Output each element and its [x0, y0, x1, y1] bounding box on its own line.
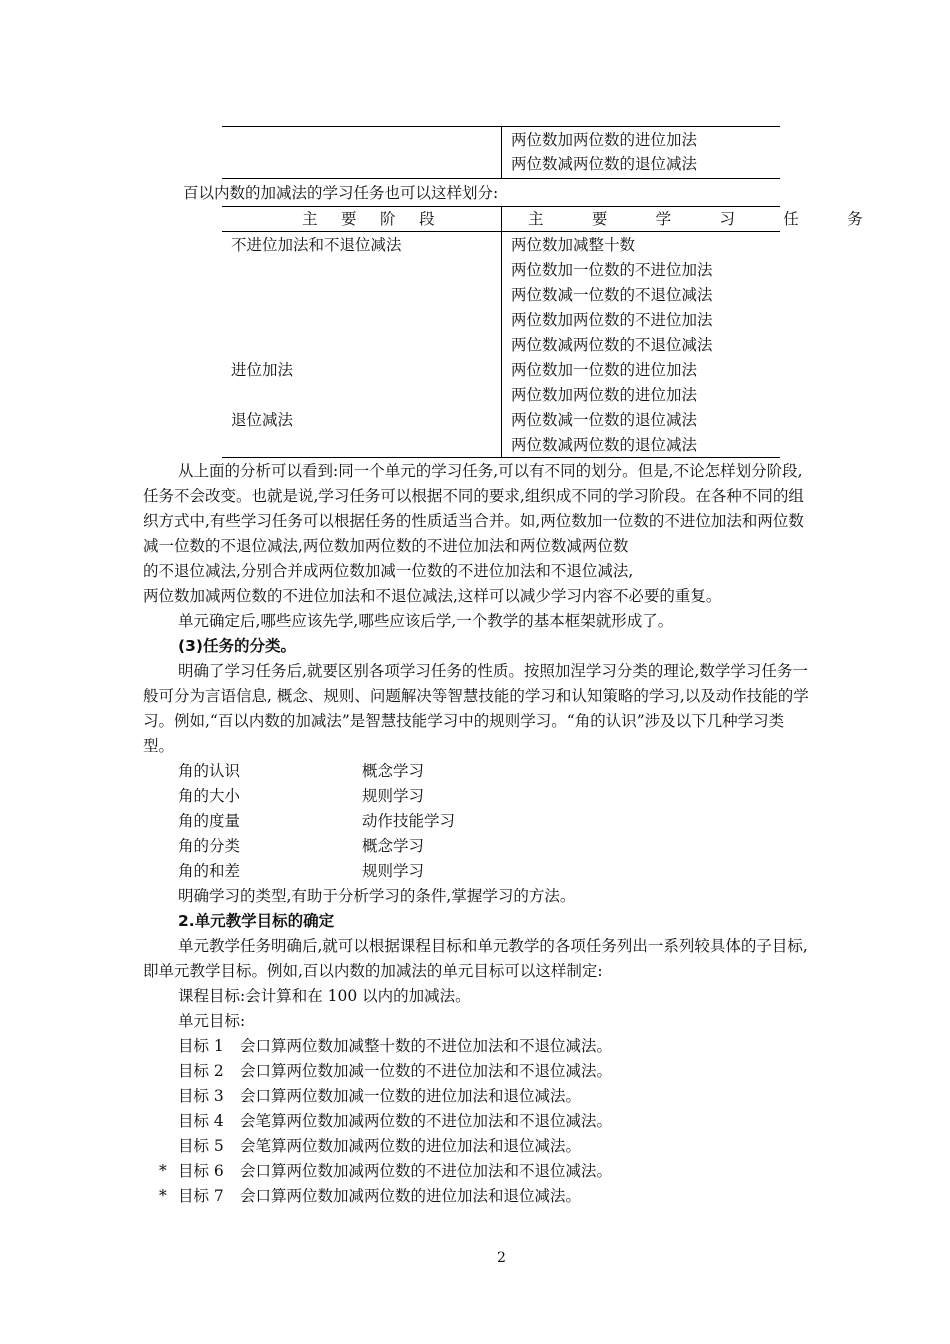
table2-task: 两位数减两位数的退位减法 — [511, 436, 698, 454]
table2-divider — [501, 206, 502, 457]
course-goal: 课程目标:会计算和在 100 以内的加减法。 — [178, 987, 471, 1005]
goal-label: 目标 3 — [178, 1087, 224, 1105]
paragraph-line: 减一位数的不退位减法,两位数加两位数的不进位加法和两位数减两位数 — [143, 537, 629, 555]
goal-text: 会口算两位数加减一位数的不进位加法和不退位减法。 — [240, 1062, 613, 1080]
paragraph-line: 型。 — [143, 737, 175, 755]
angle-type: 规则学习 — [362, 862, 425, 880]
unit-goal-label: 单元目标: — [178, 1012, 246, 1030]
table2-task: 两位数加减整十数 — [511, 236, 636, 254]
angle-type: 概念学习 — [362, 837, 425, 855]
table2-header-rule — [222, 231, 780, 232]
table2-task: 两位数加一位数的不进位加法 — [511, 261, 713, 279]
paragraph-line: 习。例如,“百以内数的加减法”是智慧技能学习中的规则学习。“角的认识”涉及以下几种学习类 — [143, 712, 785, 730]
table2-stage: 进位加法 — [231, 361, 294, 379]
angle-topic: 角的认识 — [178, 762, 241, 780]
table2-header-stage: 主 要 阶 段 — [302, 210, 444, 228]
angle-topic: 角的和差 — [178, 862, 241, 880]
table2-header-task: 主 要 学 习 任 务 — [528, 210, 885, 228]
paragraph-line: 单元教学任务明确后,就可以根据课程目标和单元教学的各项任务列出一系列较具体的子目标, — [178, 937, 808, 955]
table2-task: 两位数减一位数的不退位减法 — [511, 286, 713, 304]
table2-task: 两位数减两位数的不退位减法 — [511, 336, 713, 354]
goal-label: 目标 1 — [178, 1037, 224, 1055]
goal-label: 目标 5 — [178, 1137, 224, 1155]
table2-task: 两位数加两位数的不进位加法 — [511, 311, 713, 329]
angle-type: 规则学习 — [362, 787, 425, 805]
page-number: 2 — [497, 1250, 506, 1266]
paragraph-line: 两位数加减两位数的不进位加法和不退位减法,这样可以减少学习内容不必要的重复。 — [143, 587, 722, 605]
table2-stage: 退位减法 — [231, 411, 294, 429]
goal-label: 目标 6 — [178, 1162, 224, 1180]
paragraph-line: 明确学习的类型,有助于分析学习的条件,掌握学习的方法。 — [178, 887, 576, 905]
table2-task: 两位数加两位数的进位加法 — [511, 386, 698, 404]
goal-text: 会口算两位数加减一位数的进位加法和退位减法。 — [240, 1087, 582, 1105]
angle-topic: 角的分类 — [178, 837, 241, 855]
paragraph-line: 单元确定后,哪些应该先学,哪些应该后学,一个教学的基本框架就形成了。 — [178, 612, 674, 630]
angle-topic: 角的大小 — [178, 787, 241, 805]
table1-row: 两位数减两位数的退位减法 — [511, 155, 698, 173]
goal-text: 会笔算两位数加减两位数的进位加法和退位减法。 — [240, 1137, 582, 1155]
table1-bottom-rule — [222, 178, 780, 179]
table1-divider — [501, 126, 502, 178]
paragraph-line: 任务不会改变。也就是说,学习任务可以根据不同的要求,组织成不同的学习阶段。在各种不同的组 — [143, 487, 804, 505]
section-heading: (3)任务的分类。 — [178, 637, 296, 655]
goal-label: 目标 7 — [178, 1187, 224, 1205]
paragraph-line: 般可分为言语信息, 概念、规则、问题解决等智慧技能的学习和认知策略的学习,以及动作技能的学 — [143, 687, 809, 705]
goal-label: 目标 4 — [178, 1112, 224, 1130]
goal-label: 目标 2 — [178, 1062, 224, 1080]
table2-task: 两位数加一位数的进位加法 — [511, 361, 698, 379]
table2-bottom-rule — [222, 457, 780, 458]
goal-mark: * — [159, 1162, 167, 1180]
table1-row: 两位数加两位数的进位加法 — [511, 131, 698, 149]
paragraph-line: 从上面的分析可以看到:同一个单元的学习任务,可以有不同的划分。但是,不论怎样划分阶段, — [178, 462, 803, 480]
angle-type: 动作技能学习 — [362, 812, 456, 830]
paragraph-line: 明确了学习任务后,就要区别各项学习任务的性质。按照加涅学习分类的理论,数学学习任务一 — [178, 662, 808, 680]
angle-topic: 角的度量 — [178, 812, 241, 830]
goal-text: 会口算两位数加减整十数的不进位加法和不退位减法。 — [240, 1037, 613, 1055]
goal-mark: * — [159, 1187, 167, 1205]
table2-task: 两位数减一位数的退位减法 — [511, 411, 698, 429]
table2-stage: 不进位加法和不退位减法 — [231, 236, 402, 254]
goal-text: 会笔算两位数加减两位数的不进位加法和不退位减法。 — [240, 1112, 613, 1130]
goal-text: 会口算两位数加减两位数的进位加法和退位减法。 — [240, 1187, 582, 1205]
angle-type: 概念学习 — [362, 762, 425, 780]
intro-line: 百以内数的加减法的学习任务也可以这样划分: — [183, 184, 499, 202]
paragraph-line: 的不退位减法,分别合并成两位数加减一位数的不进位加法和不退位减法, — [143, 562, 634, 580]
paragraph-line: 即单元教学目标。例如,百以内数的加减法的单元目标可以这样制定: — [143, 962, 603, 980]
paragraph-line: 织方式中,有些学习任务可以根据任务的性质适当合并。如,两位数加一位数的不进位加法和两位数 — [143, 512, 804, 530]
section-heading: 2.单元教学目标的确定 — [178, 912, 335, 930]
goal-text: 会口算两位数加减两位数的不进位加法和不退位减法。 — [240, 1162, 613, 1180]
